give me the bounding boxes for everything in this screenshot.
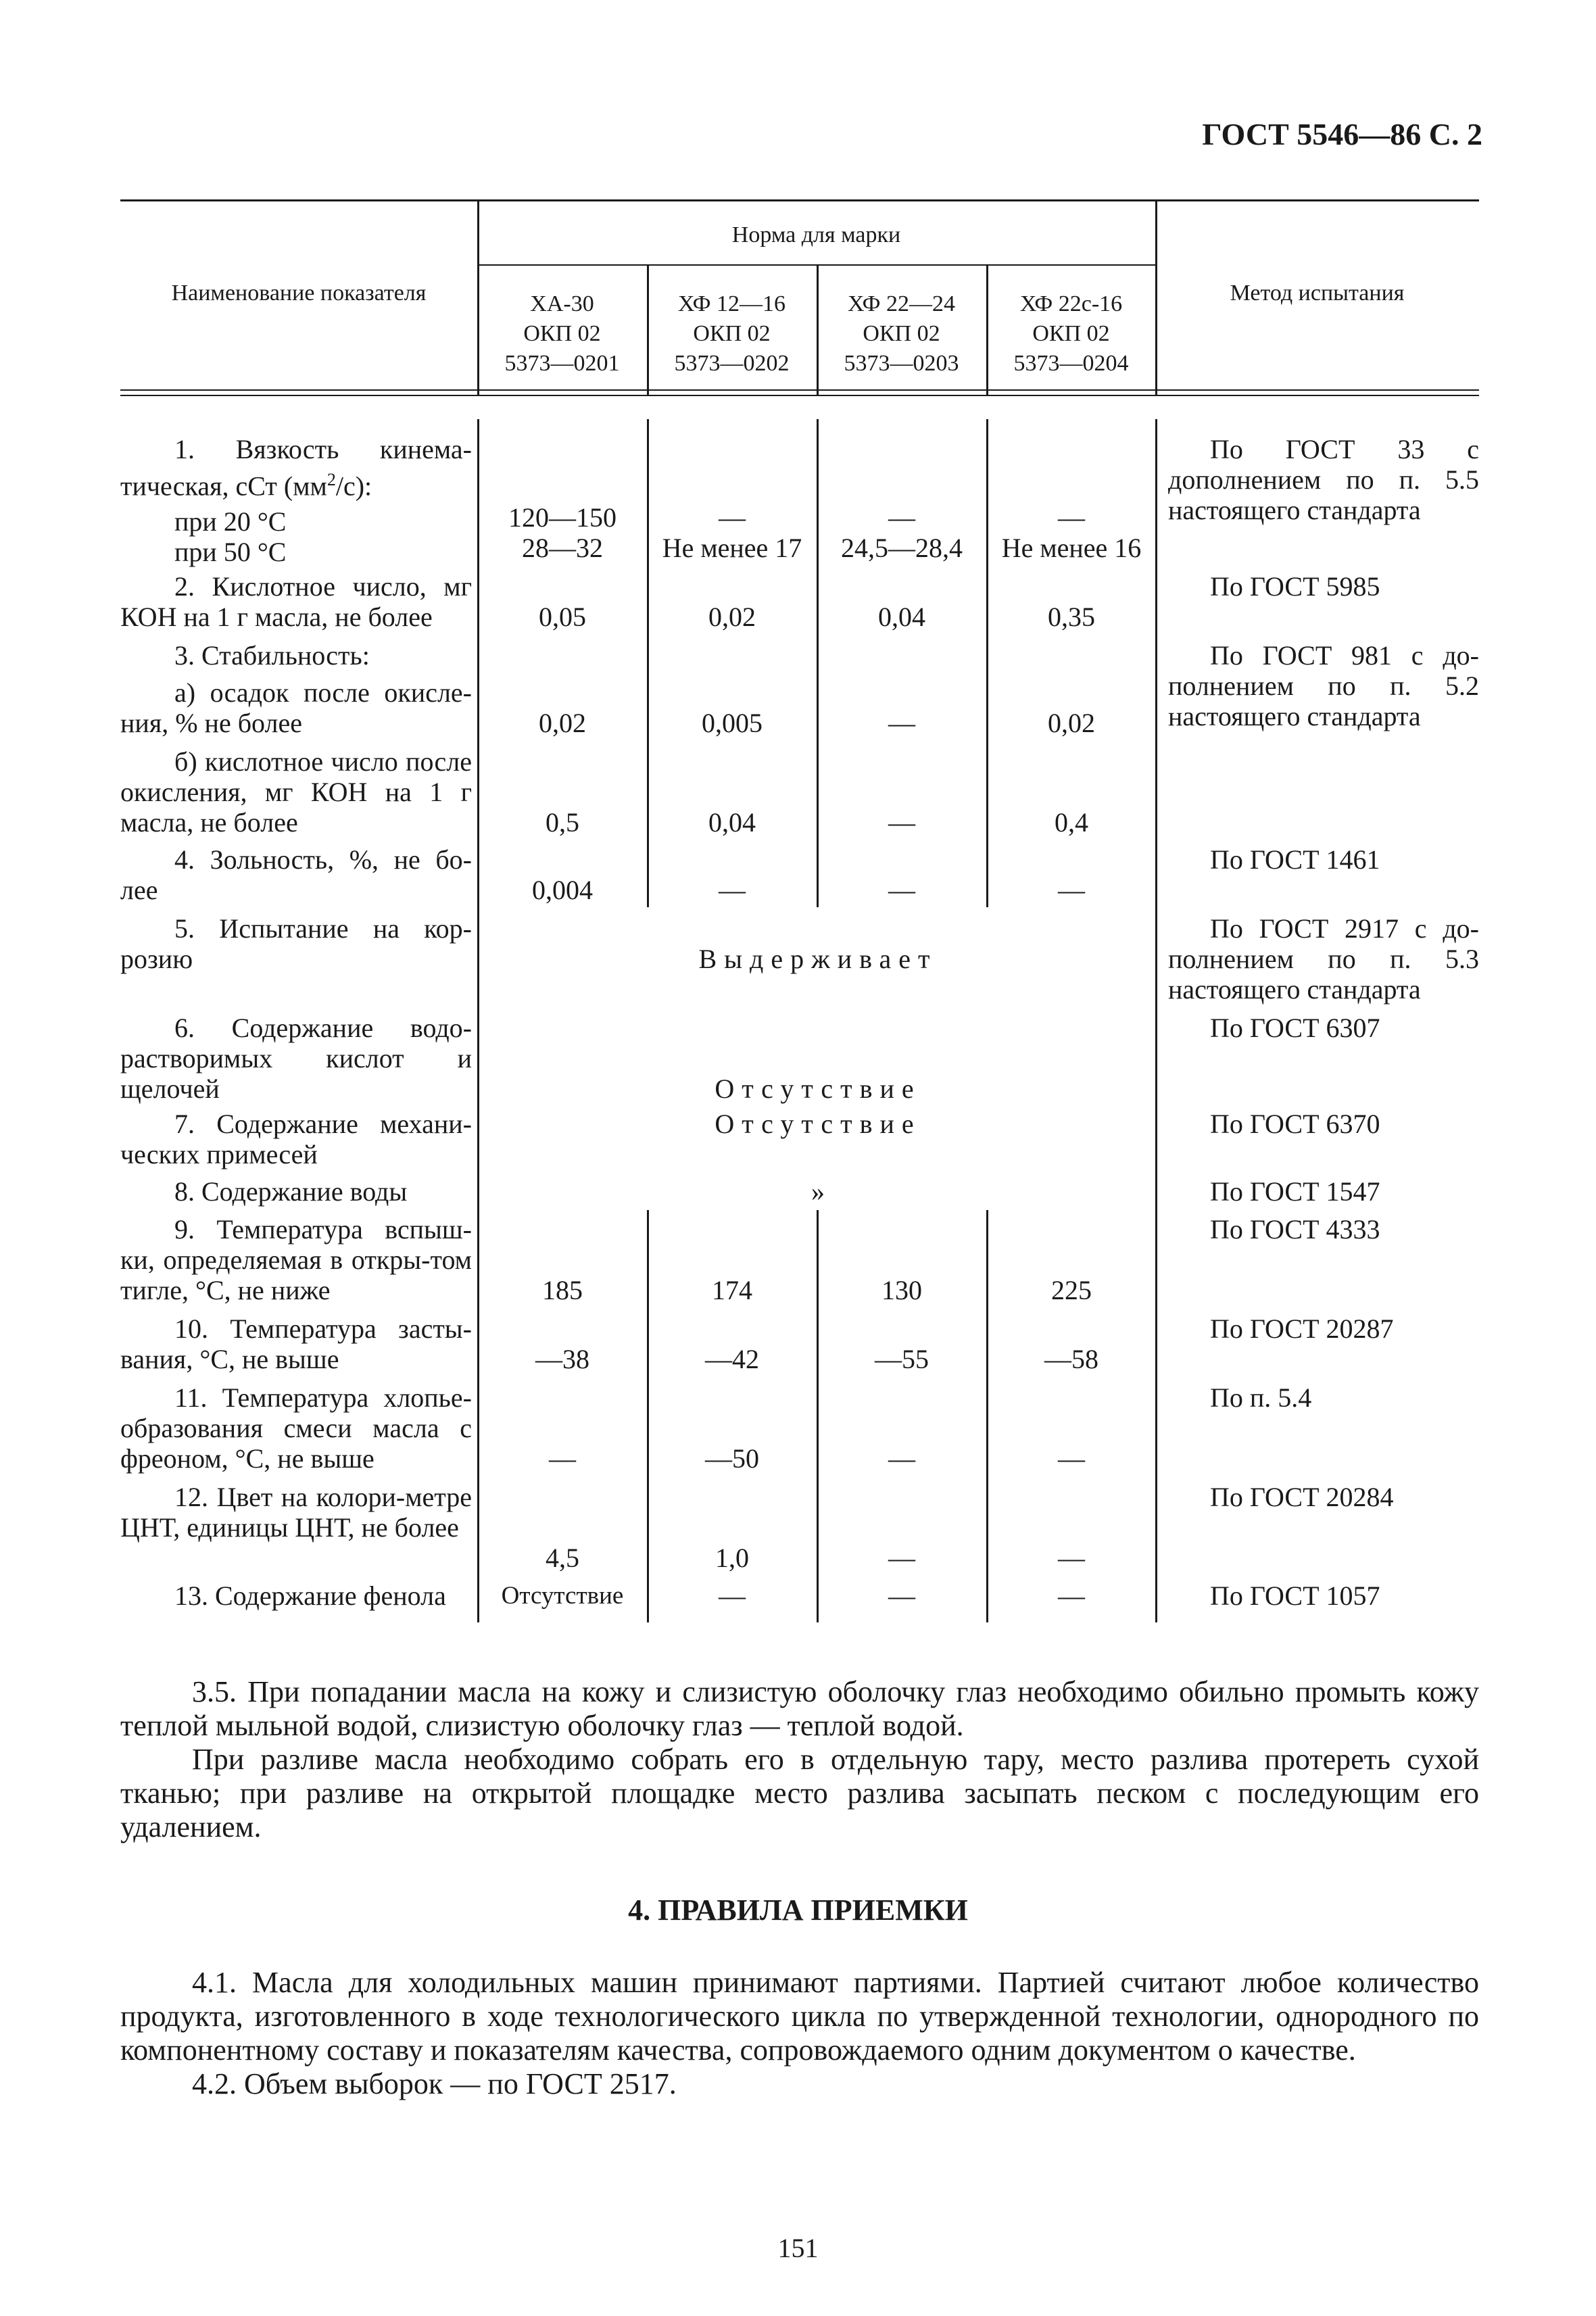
header-grade-4: ХФ 22с-16 ОКП 02 5373—0204: [1013, 291, 1129, 376]
row-2-g1: 0,05: [539, 602, 586, 632]
row-12-g4: —: [1058, 1543, 1085, 1573]
row-3a-g3: —: [888, 708, 915, 738]
row-5-title: 5. Испытание на кор-розию: [120, 913, 472, 974]
row-9-title: 9. Температура вспыш-ки, определяемая в откры-том тигле, °С, не ниже: [120, 1214, 472, 1305]
row-5-span-value: Выдерживает: [698, 944, 938, 974]
header-method-col: Метод испытания: [1230, 281, 1405, 306]
row-11-g1: —: [549, 1443, 576, 1474]
row-3-title: 3. Стабильность:: [174, 640, 370, 671]
row-8-title: 8. Содержание воды: [174, 1176, 408, 1207]
row-1-method: По ГОСТ 33 с дополнением по п. 5.5 настоящего стандарта: [1168, 434, 1479, 525]
row-13-method: По ГОСТ 1057: [1210, 1581, 1380, 1611]
row-1-v50-g1: 28—32: [522, 533, 603, 563]
row-11-title: 11. Температура хлопье-образования смеси масла с фреоном, °С, не выше: [120, 1382, 472, 1474]
row-9-g2: 174: [712, 1275, 752, 1305]
body-vline-name: [477, 419, 479, 1622]
row-3b-g3: —: [888, 807, 915, 838]
row-4-method: По ГОСТ 1461: [1210, 844, 1380, 875]
row-6-title: 6. Содержание водо-растворимых кислот и щелочей: [120, 1013, 472, 1104]
section-4-title: 4. ПРАВИЛА ПРИЕМКИ: [628, 1893, 968, 1927]
row-4-g2: —: [719, 875, 746, 905]
row-4-g3: —: [888, 875, 915, 905]
row-4-title: 4. Зольность, %, не бо-лее: [120, 844, 472, 905]
row-12-g2: 1,0: [715, 1543, 749, 1573]
header-bottom-rule-2: [120, 395, 1479, 396]
row-11-method: По п. 5.4: [1210, 1382, 1312, 1413]
row-1-v20-g3: —: [888, 502, 915, 533]
row-7-title: 7. Содержание механи-ческих примесей: [120, 1109, 472, 1169]
row-11-g2: —50: [705, 1443, 759, 1474]
document-header: ГОСТ 5546—86 С. 2: [1202, 117, 1482, 151]
row-9-method: По ГОСТ 4333: [1210, 1214, 1380, 1245]
row-8-method: По ГОСТ 1547: [1210, 1176, 1380, 1207]
row-2-g3: 0,04: [878, 602, 925, 632]
row-6-span-value: Отсутствие: [715, 1073, 921, 1104]
row-13-g2: —: [719, 1581, 746, 1611]
row-10-g4: —58: [1044, 1344, 1098, 1374]
row-12-g3: —: [888, 1543, 915, 1573]
row-1-v20-g1: 120—150: [508, 502, 616, 533]
header-grade-2: ХФ 12—16 ОКП 02 5373—0202: [674, 291, 790, 376]
header-grade-1: ХА-30 ОКП 02 5373—0201: [504, 291, 620, 376]
row-13-g1: Отсутствие: [501, 1582, 624, 1610]
row-3b-title: б) кислотное число после окисления, мг КОН на 1 г масла, не более: [120, 746, 472, 838]
row-2-title: 2. Кислотное число, мг КОН на 1 г масла, не более: [120, 571, 472, 632]
row-7-span-value: Отсутствие: [715, 1109, 921, 1139]
paragraph-4: [120, 1966, 1479, 2101]
row-10-g3: —55: [875, 1344, 929, 1374]
row-1-v50-g4: Не менее 16: [1001, 533, 1142, 563]
row-2-g2: 0,02: [708, 602, 756, 632]
row-4-g1: 0,004: [532, 875, 593, 905]
row-7-method: По ГОСТ 6370: [1210, 1109, 1380, 1139]
paragraph-4-1: 4.1. Масла для холодильных машин принимают партиями. Партией считают любое количество продукта, изготовленного в ходе технологического цикла по утвержденной технологии, однородного по компонентному составу и показателям качества, сопровождаемого одним документом о качестве.: [120, 1966, 1479, 2067]
paragraph-3-5-a: 3.5. При попадании масла на кожу и слизистую оболочку глаз необходимо обильно промыть кожу теплой мыльной водой, слизистую оболочку глаз — теплой водой.: [120, 1675, 1479, 1742]
row-4-g4: —: [1058, 875, 1085, 905]
row-10-g1: —38: [535, 1344, 589, 1374]
row-6-method: По ГОСТ 6307: [1210, 1013, 1380, 1043]
row-10-title: 10. Температура засты-вания, °С, не выше: [120, 1313, 472, 1374]
body-vline-method: [1155, 419, 1157, 1622]
row-1-v20-g4: —: [1058, 502, 1085, 533]
row-10-g2: —42: [705, 1344, 759, 1374]
page-number: 151: [777, 2233, 819, 2263]
row-1-v50-g2: Не менее 17: [662, 533, 802, 563]
row-13-g3: —: [888, 1581, 915, 1611]
row-3a-g2: 0,005: [702, 708, 763, 738]
row-3b-g2: 0,04: [708, 807, 756, 838]
row-8-span-value: »: [811, 1176, 825, 1207]
row-1-title: 1. Вязкость кинема-тическая, сСт $(мм^2/с)$: при 20 °С при 50 °С: [120, 434, 472, 568]
row-12-g1: 4,5: [546, 1543, 579, 1573]
paragraph-4-2: 4.2. Объем выборок — по ГОСТ 2517.: [192, 2067, 677, 2100]
row-12-title: 12. Цвет на колори-метре ЦНТ, единицы ЦНТ, не более: [120, 1482, 472, 1543]
row-9-g4: 225: [1051, 1275, 1092, 1305]
paragraph-3-5-b: При разливе масла необходимо собрать его в отдельную тару, место разлива протереть сухой тканью; при разливе на открытой площадке место разлива засыпать песком с последующим его удалением.: [120, 1743, 1479, 1843]
row-13-g4: —: [1058, 1581, 1085, 1611]
row-9-g1: 185: [542, 1275, 583, 1305]
row-3b-g4: 0,4: [1055, 807, 1088, 838]
row-2-method: По ГОСТ 5985: [1210, 571, 1380, 602]
row-2-g4: 0,35: [1048, 602, 1095, 632]
row-10-method: По ГОСТ 20287: [1210, 1313, 1394, 1344]
row-13-title: 13. Содержание фенола: [174, 1581, 446, 1611]
row-3a-g4: 0,02: [1048, 708, 1095, 738]
row-12-method: По ГОСТ 20284: [1210, 1482, 1394, 1512]
header-grade-3: ХФ 22—24 ОКП 02 5373—0203: [844, 291, 959, 376]
table-top-rule: [120, 199, 1479, 201]
row-5-method: По ГОСТ 2917 с до-полнением по п. 5.3 настоящего стандарта: [1168, 913, 1479, 1005]
header-name-col: Наименование показателя: [171, 281, 427, 306]
row-9-g3: 130: [881, 1275, 922, 1305]
row-1-v50-g3: 24,5—28,4: [841, 533, 963, 563]
row-3a-title: а) осадок после окисле-ния, % не более: [120, 677, 472, 738]
row-3-method: По ГОСТ 981 с до-полнением по п. 5.2 настоящего стандарта: [1168, 640, 1479, 731]
row-3a-g1: 0,02: [539, 708, 586, 738]
paragraph-3-5: [120, 1675, 1479, 1844]
row-11-g3: —: [888, 1443, 915, 1474]
row-1-v20-g2: —: [719, 502, 746, 533]
header-norm-group: Норма для марки: [731, 222, 901, 247]
row-11-g4: —: [1058, 1443, 1085, 1474]
header-bottom-rule-1: [120, 389, 1479, 391]
row-3b-g1: 0,5: [546, 807, 579, 838]
